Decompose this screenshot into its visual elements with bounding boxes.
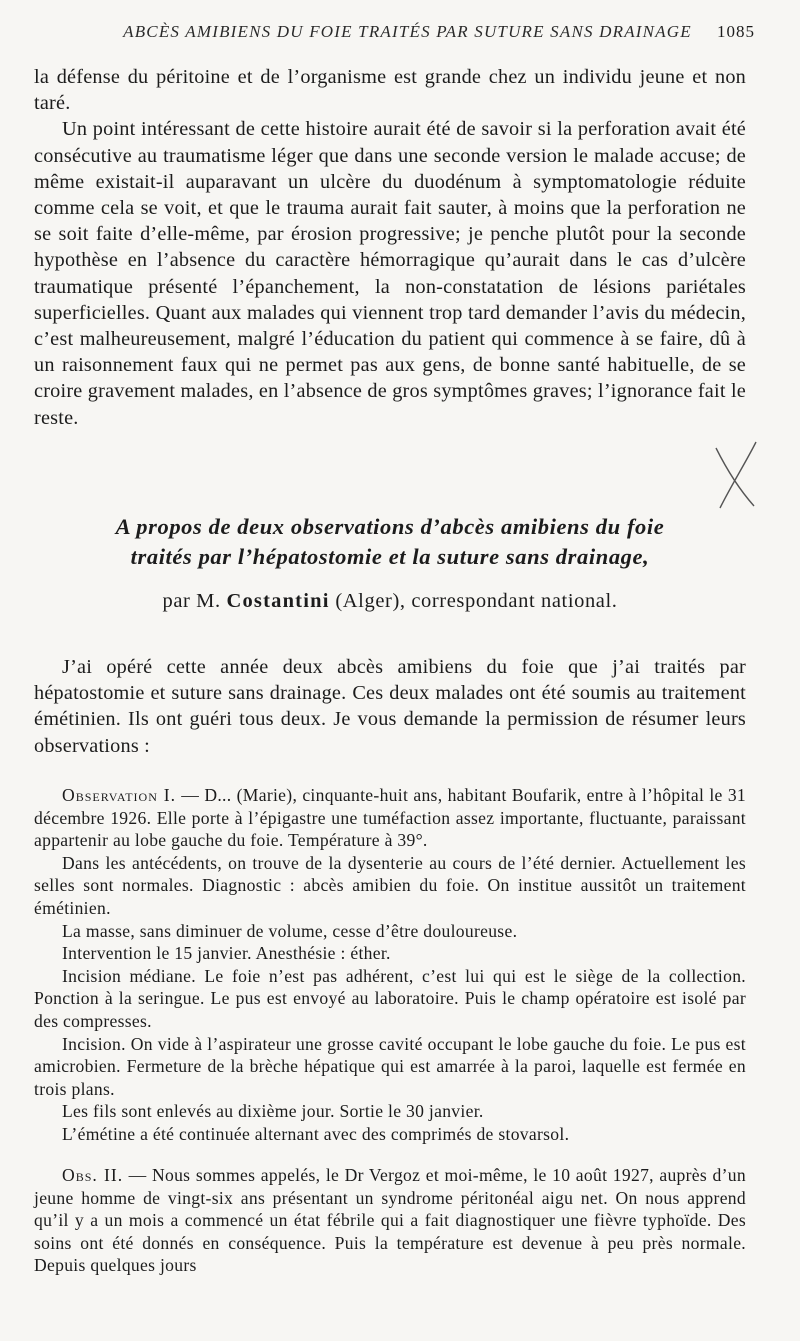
article-title	[34, 512, 746, 572]
lead-paragraph: J’ai opéré cette année deux abcès amibiens du foie que j’ai traités par hépatostomie et suture sans drainage. Ces deux malades ont été soumis au traitement émétinien. Ils ont guéri tous deux. Je vous demande la permission de résumer leurs observations :	[34, 656, 746, 757]
observation-2-paragraph-1: Obs. II. — Nous sommes appelés, le Dr Vergoz et moi-même, le 10 août 1927, auprès d’un jeune homme de vingt-six ans présentant un syndrome péritonéal aigu net. On nous apprend qu’il y a un mois a commencé un état fébrile qui a fait diagnostiquer une fièvre typhoïde. Des soins ont été donnés en conséquence. Puis la température est devenue à peu près normale. Depuis quelques jours	[34, 1165, 747, 1276]
intro-paragraph-2: Un point intéressant de cette histoire aurait été de savoir si la perforation avait été consécutive au traumatisme léger que dans une seconde version le malade accuse; de même existait-il auparavant un ulcère du duodénum à symptomatologie réduite comme cela se voit, et que le trauma aurait fait sauter, à moins que la perforation ne se soit faite d’elle-même, par érosion progressive; je penche plutôt pour la seconde hypothèse en l’absence du caractère hémorragique qu’aurait dans le cas d’ulcère traumatique présenté l’épanchement, la non-constatation de lésions pariétales superficielles. Quant aux malades qui viennent trop tard demander l’avis du médecin, c’est malheureusement, malgré l’éducation du patient qui commence à se faire, dû à un raisonnement faux qui ne permet pas aux gens, de bonne santé habituelle, de se croire gravement malades, en l’absence de gros symptômes graves; l’ignorance fait le reste.	[34, 118, 746, 429]
observation-1-paragraph-2: Dans les antécédents, on trouve de la dysenterie au cours de l’été dernier. Actuellement les selles sont normales. Diagnostic : abcès amibien du foie. On institue aussitôt un traitement émétinien.	[34, 852, 746, 918]
author-name: Costantini	[226, 590, 330, 612]
lead-text	[34, 654, 746, 759]
observation-2-label: Obs. II.	[62, 1165, 124, 1185]
article-title-line-2: traités par l’hépatostomie et la suture sans drainage,	[130, 544, 650, 569]
observation-1-paragraph-6: Incision. On vide à l’aspirateur une grosse cavité occupant le lobe gauche du foie. Le pus est amicrobien. Fermeture de la brèche hépatique qui est amarrée à la paroi, laquelle est fermée en trois plans.	[34, 1033, 746, 1099]
byline-suffix: (Alger), correspondant national.	[335, 590, 618, 612]
observation-1-paragraph-7: Les fils sont enlevés au dixième jour. Sortie le 30 janvier.	[62, 1101, 484, 1122]
intro-paragraph-1: la défense du péritoine et de l’organisme est grande chez un individu jeune et non taré.	[34, 66, 746, 115]
page-number: 1085	[717, 22, 755, 41]
byline-prefix: par M.	[162, 590, 221, 612]
observation-1-paragraph-8: L’émétine a été continuée alternant avec des comprimés de stovarsol.	[62, 1123, 570, 1144]
observation-1-label: Observation I.	[62, 785, 177, 805]
observation-1-paragraph-1: Observation I. — D... (Marie), cinquante-huit ans, habitant Boufarik, entre à l’hôpital le 31 décembre 1926. Elle porte à l’épigastre une tuméfaction assez importante, fluctuante, paraissant appartenir au lobe gauche du foie. Température à 39°.	[34, 785, 747, 851]
handwritten-cross-mark	[712, 440, 760, 510]
observation-1-paragraph-3: La masse, sans diminuer de volume, cesse d’être douloureuse.	[62, 920, 518, 941]
observation-2	[34, 1164, 746, 1277]
article-title-line-1: A propos de deux observations d’abcès amibiens du foie	[115, 514, 665, 539]
observation-1-paragraph-4: Intervention le 15 janvier. Anesthésie : éther.	[62, 943, 391, 964]
observation-1-paragraph-5: Incision médiane. Le foie n’est pas adhérent, c’est lui qui est le siège de la collection. Ponction à la seringue. Le pus est envoyé au laboratoire. Puis le champ opératoire est isolé par des compresses.	[34, 965, 746, 1031]
intro-text	[34, 64, 746, 431]
byline	[34, 590, 746, 613]
running-title: ABCÈS AMIBIENS DU FOIE TRAITÉS PAR SUTURE SANS DRAINAGE	[123, 22, 692, 41]
observation-1	[34, 784, 746, 1146]
